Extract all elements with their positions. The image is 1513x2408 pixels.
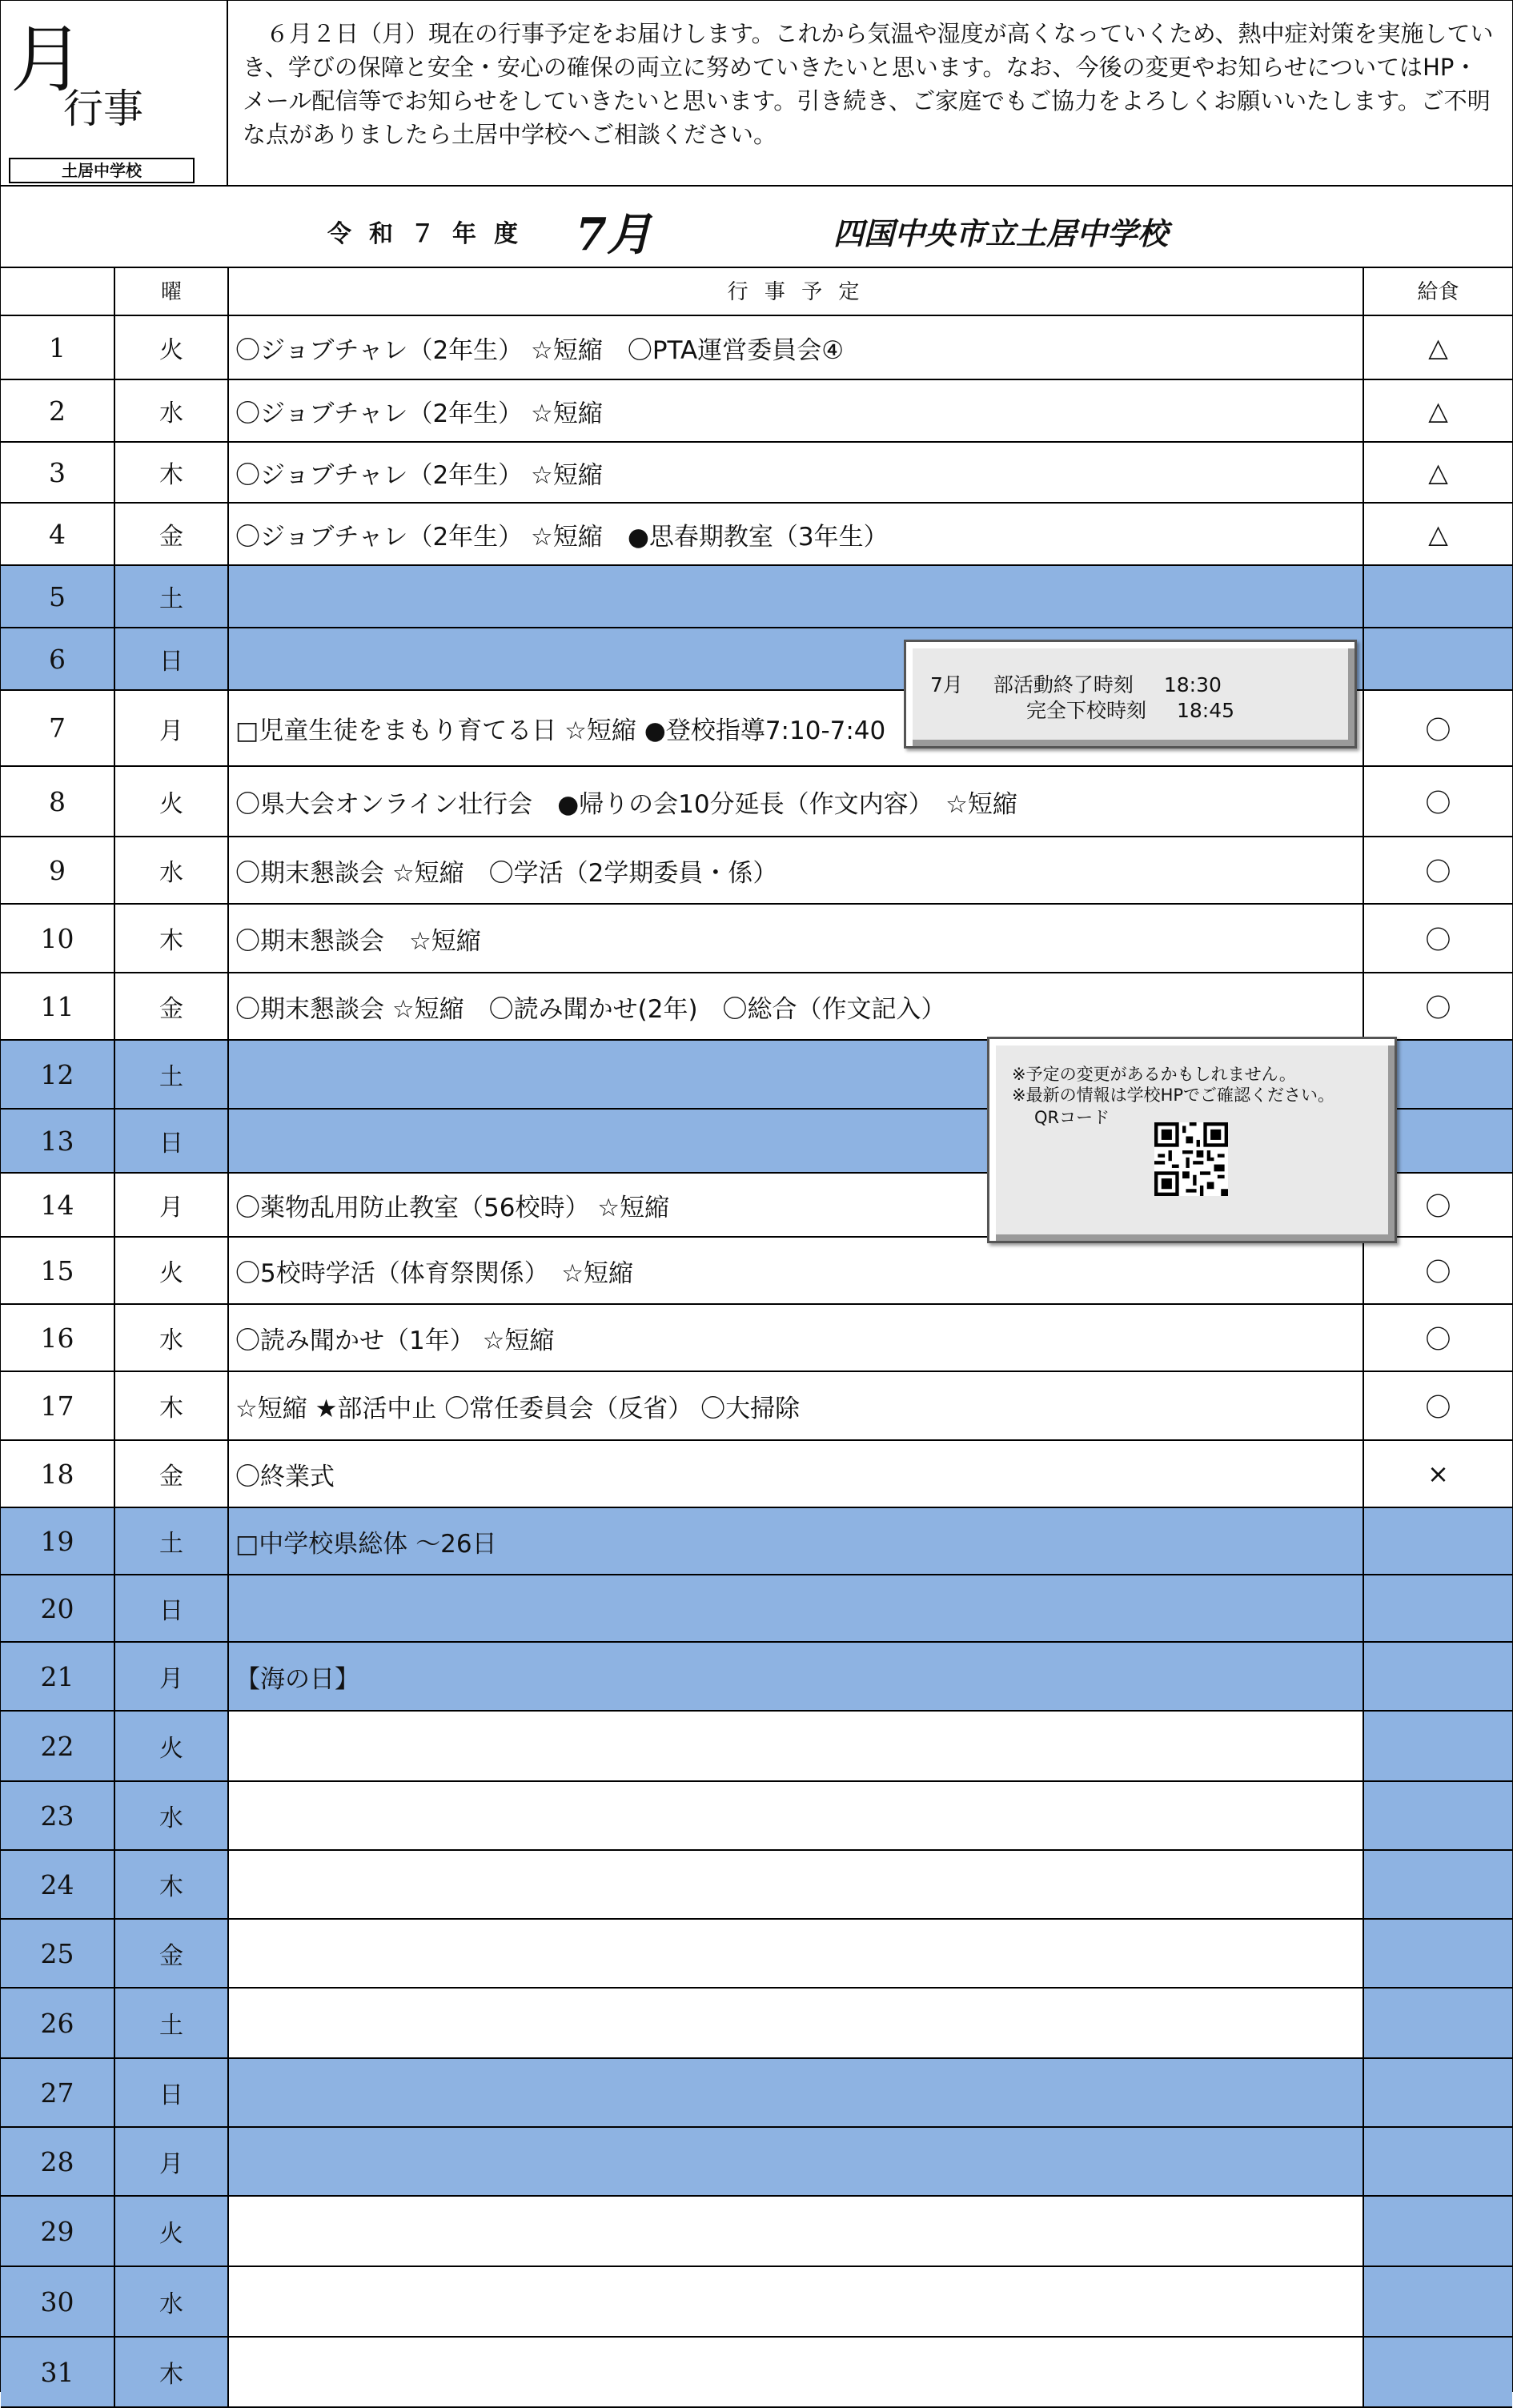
lunch-cell: 〇 <box>1425 857 1451 887</box>
day-cell: 2 <box>1 380 115 441</box>
events-cell: 〇期末懇談会 ☆短縮 〇読み聞かせ(2年) 〇総合（作文記入） <box>229 973 1364 1039</box>
day-cell: 13 <box>1 1110 115 1172</box>
table-row <box>1 1372 1512 1441</box>
day-cell: 16 <box>1 1305 115 1371</box>
events-cell <box>229 2267 1364 2336</box>
info-note-1: ※予定の変更があるかもしれません。 <box>1012 1065 1296 1084</box>
table-row <box>1 380 1512 443</box>
day-cell: 17 <box>1 1372 115 1439</box>
events-cell <box>229 1920 1364 1987</box>
events-cell <box>229 1712 1364 1780</box>
lunch-cell: 〇 <box>1425 993 1451 1023</box>
column-events: 行 事 予 定 <box>229 268 1364 316</box>
table-row <box>1 504 1512 566</box>
lunch-cell: × <box>1427 1459 1449 1489</box>
club-end-label: 部活動終了時刻 <box>993 673 1134 696</box>
club-month: 7月 <box>930 673 963 696</box>
day-cell: 27 <box>1 2059 115 2126</box>
weekday-cell: 日 <box>115 628 229 689</box>
lunch-cell: 〇 <box>1425 1324 1451 1354</box>
events-cell: □児童生徒をまもり育てる日 ☆短縮 ●登校指導7:10-7:40 <box>229 691 1364 765</box>
school-title: 四国中央市立土居中学校 <box>833 216 1169 251</box>
qr-code-icon[interactable] <box>1154 1122 1228 1196</box>
events-cell: 〇ジョブチャレ（2年生） ☆短縮 ●思春期教室（3年生） <box>229 504 1364 564</box>
day-cell: 20 <box>1 1575 115 1641</box>
day-cell: 26 <box>1 1989 115 2057</box>
lunch-cell: 〇 <box>1425 714 1451 745</box>
day-cell: 14 <box>1 1174 115 1236</box>
day-cell: 22 <box>1 1712 115 1780</box>
club-time-box <box>904 640 1357 748</box>
day-cell: 31 <box>1 2338 115 2406</box>
weekday-cell: 木 <box>115 2338 229 2406</box>
table-row <box>1 1238 1512 1305</box>
lunch-cell <box>1364 566 1512 627</box>
events-cell <box>229 1575 1364 1641</box>
lunch-cell: 〇 <box>1425 788 1451 818</box>
day-cell: 28 <box>1 2128 115 2195</box>
events-cell: ☆短縮 ★部活中止 〇常任委員会（反省） 〇大掃除 <box>229 1372 1364 1439</box>
club-leave-label: 完全下校時刻 <box>1026 699 1147 722</box>
day-cell: 1 <box>1 316 115 379</box>
weekday-cell: 木 <box>115 905 229 972</box>
table-row <box>1 837 1512 905</box>
weekday-cell: 火 <box>115 767 229 836</box>
qr-label: QRコード <box>1034 1108 1110 1127</box>
day-cell: 24 <box>1 1851 115 1918</box>
events-cell: 【海の日】 <box>229 1643 1364 1710</box>
notice-text: ６月２日（月）現在の行事予定をお届けします。これから気温や湿度が高くなっていくため、熱中症対策を実施していき、学びの保障と安全・安心の確保の両立に努めていきたいと思います。なお、今後の変更やお知らせについてはHP・メール配信等でお知らせをしていきたいと思います。引き続き、ご家庭でもご協力をよろしくお願いいたします。ご不明な点がありましたら土居中学校へご相談ください。 <box>243 20 1494 148</box>
lunch-cell <box>1364 1508 1512 1574</box>
info-note-2: ※最新の情報は学校HPでご確認ください。 <box>1012 1086 1335 1105</box>
table-row <box>1 2059 1512 2128</box>
weekday-cell: 土 <box>115 1508 229 1574</box>
day-cell: 5 <box>1 566 115 627</box>
table-row <box>1 1305 1512 1372</box>
table-row <box>1 1441 1512 1508</box>
lunch-cell <box>1364 1920 1512 1987</box>
table-row <box>1 2267 1512 2338</box>
events-cell: 〇ジョブチャレ（2年生） ☆短縮 <box>229 380 1364 441</box>
weekday-cell: 木 <box>115 1851 229 1918</box>
month-title: 7月 <box>576 208 652 261</box>
lunch-cell: △ <box>1428 457 1448 488</box>
events-cell: 〇読み聞かせ（1年） ☆短縮 <box>229 1305 1364 1371</box>
lunch-cell <box>1364 2197 1512 2266</box>
day-cell: 19 <box>1 1508 115 1574</box>
table-row <box>1 316 1512 380</box>
lunch-cell <box>1364 1851 1512 1918</box>
table-row <box>1 1782 1512 1851</box>
lunch-cell <box>1364 1643 1512 1710</box>
column-lunch: 給食 <box>1364 268 1512 316</box>
lunch-cell <box>1364 2059 1512 2126</box>
weekday-cell: 金 <box>115 504 229 564</box>
events-cell <box>229 2338 1364 2406</box>
table-row <box>1 767 1512 837</box>
events-cell <box>229 1989 1364 2057</box>
weekday-cell: 火 <box>115 1712 229 1780</box>
day-cell: 4 <box>1 504 115 564</box>
events-cell <box>229 2197 1364 2266</box>
events-cell <box>229 2059 1364 2126</box>
lunch-cell <box>1364 1782 1512 1849</box>
day-cell: 25 <box>1 1920 115 1987</box>
lunch-cell <box>1364 2128 1512 2195</box>
lunch-cell: △ <box>1428 519 1448 549</box>
table-row <box>1 1643 1512 1712</box>
weekday-cell: 日 <box>115 1575 229 1641</box>
weekday-cell: 水 <box>115 380 229 441</box>
weekday-cell: 月 <box>115 1174 229 1236</box>
lunch-cell: 〇 <box>1425 925 1451 955</box>
events-cell: 〇終業式 <box>229 1441 1364 1507</box>
title-row <box>1 187 1512 268</box>
logo-school-name: 土居中学校 <box>9 158 195 183</box>
events-cell: 〇ジョブチャレ（2年生） ☆短縮 <box>229 443 1364 502</box>
weekday-cell: 月 <box>115 1643 229 1710</box>
day-cell: 8 <box>1 767 115 836</box>
table-row <box>1 1989 1512 2059</box>
weekday-cell: 日 <box>115 2059 229 2126</box>
day-cell: 9 <box>1 837 115 903</box>
table-row <box>1 1920 1512 1989</box>
info-box <box>987 1037 1397 1243</box>
day-cell: 15 <box>1 1238 115 1303</box>
events-cell: 〇県大会オンライン壮行会 ●帰りの会10分延長（作文内容） ☆短縮 <box>229 767 1364 836</box>
fiscal-year: 令和７年度 <box>327 220 536 248</box>
lunch-cell: 〇 <box>1425 1257 1451 1287</box>
table-row <box>1 1712 1512 1782</box>
table-row <box>1 2338 1512 2408</box>
day-cell: 18 <box>1 1441 115 1507</box>
weekday-cell: 月 <box>115 2128 229 2195</box>
day-cell: 7 <box>1 691 115 765</box>
lunch-cell: 〇 <box>1425 1191 1451 1222</box>
club-leave-time: 18:45 <box>1176 699 1235 722</box>
weekday-cell: 土 <box>115 566 229 627</box>
events-cell: 〇期末懇談会 ☆短縮 〇学活（2学期委員・係） <box>229 837 1364 903</box>
day-cell: 29 <box>1 2197 115 2266</box>
events-cell <box>229 2128 1364 2195</box>
weekday-cell: 火 <box>115 316 229 379</box>
lunch-cell <box>1364 2267 1512 2336</box>
day-cell: 23 <box>1 1782 115 1849</box>
events-cell: 〇期末懇談会 ☆短縮 <box>229 905 1364 972</box>
events-cell: 〇薬物乱用防止教室（56校時） ☆短縮 <box>229 1174 1364 1236</box>
weekday-cell: 金 <box>115 1920 229 1987</box>
weekday-cell: 火 <box>115 2197 229 2266</box>
weekday-cell: 水 <box>115 1782 229 1849</box>
day-cell: 10 <box>1 905 115 972</box>
weekday-cell: 水 <box>115 1305 229 1371</box>
column-weekday: 曜 <box>115 268 229 316</box>
events-cell: 〇ジョブチャレ（2年生） ☆短縮 〇PTA運営委員会④ <box>229 316 1364 379</box>
weekday-cell: 火 <box>115 1238 229 1303</box>
events-cell: 〇5校時学活（体育祭関係） ☆短縮 <box>229 1238 1364 1303</box>
events-cell: □中学校県総体 ～26日 <box>229 1508 1364 1574</box>
lunch-cell <box>1364 1712 1512 1780</box>
day-cell: 21 <box>1 1643 115 1710</box>
weekday-cell: 土 <box>115 1041 229 1108</box>
lunch-cell: △ <box>1428 395 1448 426</box>
table-row <box>1 1575 1512 1643</box>
lunch-cell <box>1364 1989 1512 2057</box>
table-row <box>1 2197 1512 2267</box>
table-row <box>1 973 1512 1041</box>
weekday-cell: 日 <box>115 1110 229 1172</box>
table-row <box>1 905 1512 973</box>
day-cell: 30 <box>1 2267 115 2336</box>
day-cell: 11 <box>1 973 115 1039</box>
events-cell <box>229 566 1364 627</box>
weekday-cell: 金 <box>115 973 229 1039</box>
day-cell: 12 <box>1 1041 115 1108</box>
table-row <box>1 443 1512 504</box>
club-end-time: 18:30 <box>1163 673 1222 696</box>
day-cell: 3 <box>1 443 115 502</box>
weekday-cell: 水 <box>115 837 229 903</box>
table-row <box>1 2128 1512 2197</box>
column-day <box>1 268 115 316</box>
logo <box>1 1 228 185</box>
weekday-cell: 木 <box>115 443 229 502</box>
logo-events: 行事 <box>63 86 143 132</box>
day-cell: 6 <box>1 628 115 689</box>
lunch-cell <box>1364 1575 1512 1641</box>
weekday-cell: 水 <box>115 2267 229 2336</box>
lunch-cell <box>1364 628 1512 689</box>
table-row <box>1 1851 1512 1920</box>
table-row <box>1 566 1512 628</box>
lunch-cell: 〇 <box>1425 1392 1451 1423</box>
lunch-cell <box>1364 2338 1512 2406</box>
events-cell <box>229 1782 1364 1849</box>
logo-month: 月 <box>10 17 85 102</box>
weekday-cell: 金 <box>115 1441 229 1507</box>
weekday-cell: 土 <box>115 1989 229 2057</box>
weekday-cell: 木 <box>115 1372 229 1439</box>
header <box>1 1 1512 187</box>
table-row <box>1 1508 1512 1575</box>
weekday-cell: 月 <box>115 691 229 765</box>
lunch-cell: △ <box>1428 332 1448 363</box>
events-cell <box>229 1851 1364 1918</box>
